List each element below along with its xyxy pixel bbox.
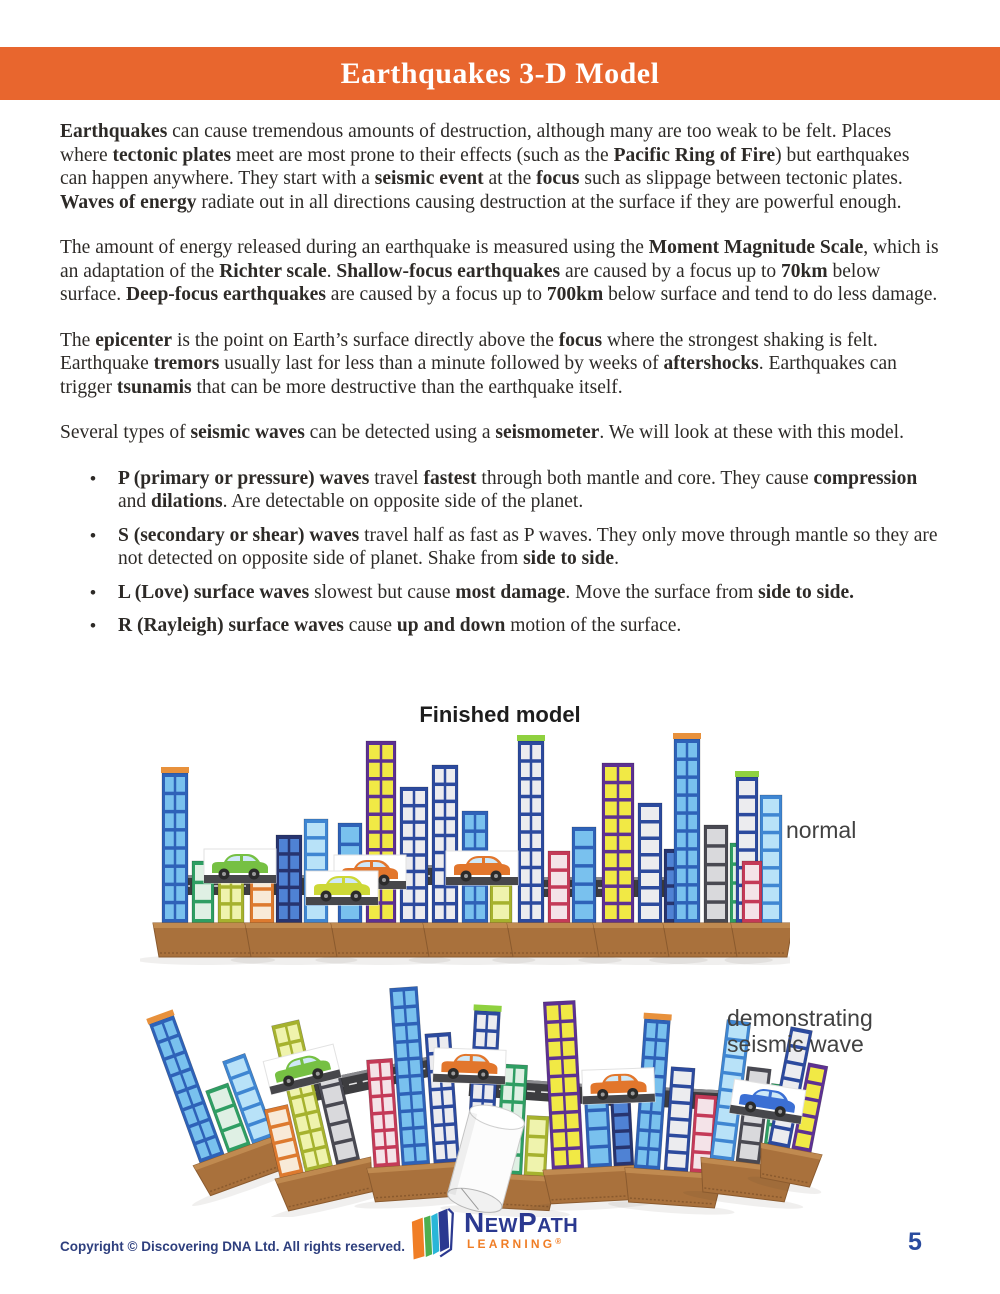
list-item-r-waves: • R (Rayleigh) surface waves cause up and down motion of the surface.	[90, 614, 941, 638]
list-item-p-waves: • P (primary or pressure) waves travel fastest through both mantle and core. They cause compression and dilations. Are detectable on opposite side of the planet.	[90, 467, 941, 514]
list-item-s-waves: • S (secondary or shear) waves travel half as fast as P waves. They only move through mantle so they are not detected on opposite side of planet. Shake from side to side.	[90, 524, 941, 571]
page-title: Earthquakes 3-D Model	[340, 57, 660, 90]
newpath-learning-logo	[406, 1205, 578, 1263]
label-seismic	[727, 1005, 873, 1057]
label-seismic-line1: demonstrating	[727, 1005, 873, 1031]
paragraph-magnitude: The amount of energy released during an earthquake is measured using the Moment Magnitude Scale, which is an adaptation of the Richter scale. Shallow-focus earthquakes are caused by a focus up to 70km below surface. Deep-focus earthquakes are caused by a focus up to 700km below surface and tend to do less damage.	[60, 237, 939, 305]
registered-mark: ®	[555, 1237, 565, 1246]
page-number: 5	[908, 1228, 922, 1256]
logo-tagline: LEARNING®	[467, 1237, 565, 1251]
city-model-photo-normal	[140, 733, 790, 965]
footer-copyright: Copyright © Discovering DNA Ltd. All rights reserved.	[60, 1239, 406, 1254]
paragraph-epicenter: The epicenter is the point on Earth’s surface directly above the focus where the strongest shaking is felt. Earthquake tremors usually last for less than a minute followed by weeks of aftershocks. Earthquakes can trigger tsunamis that can be more destructive than the earthquake itself.	[60, 329, 897, 398]
logo-text	[464, 1205, 578, 1251]
wave-types-list	[60, 467, 941, 638]
logo-name: NewPath	[464, 1207, 579, 1238]
paragraph-intro: Earthquakes can cause tremendous amounts of destruction, although many are too weak to be felt. Places where tectonic plates meet are most prone to their effects (such as the Pacific Ring of Fire) but earthquakes can happen anywhere. They start with a seismic event at the focus such as slippage between tectonic plates. Waves of energy radiate out in all directions causing destruction at the surface if they are powerful enough.	[60, 121, 910, 213]
paragraph-seismic-waves: Several types of seismic waves can be detected using a seismometer. We will look at these with this model.	[60, 422, 904, 443]
body-text	[60, 120, 941, 648]
title-banner	[0, 47, 1000, 100]
list-item-l-waves: • L (Love) surface waves slowest but cause most damage. Move the surface from side to side.	[90, 581, 941, 605]
label-normal: normal	[786, 817, 857, 843]
label-seismic-line2: seismic wave	[727, 1031, 864, 1057]
books-icon	[406, 1205, 460, 1263]
figure-caption: Finished model	[419, 702, 581, 727]
